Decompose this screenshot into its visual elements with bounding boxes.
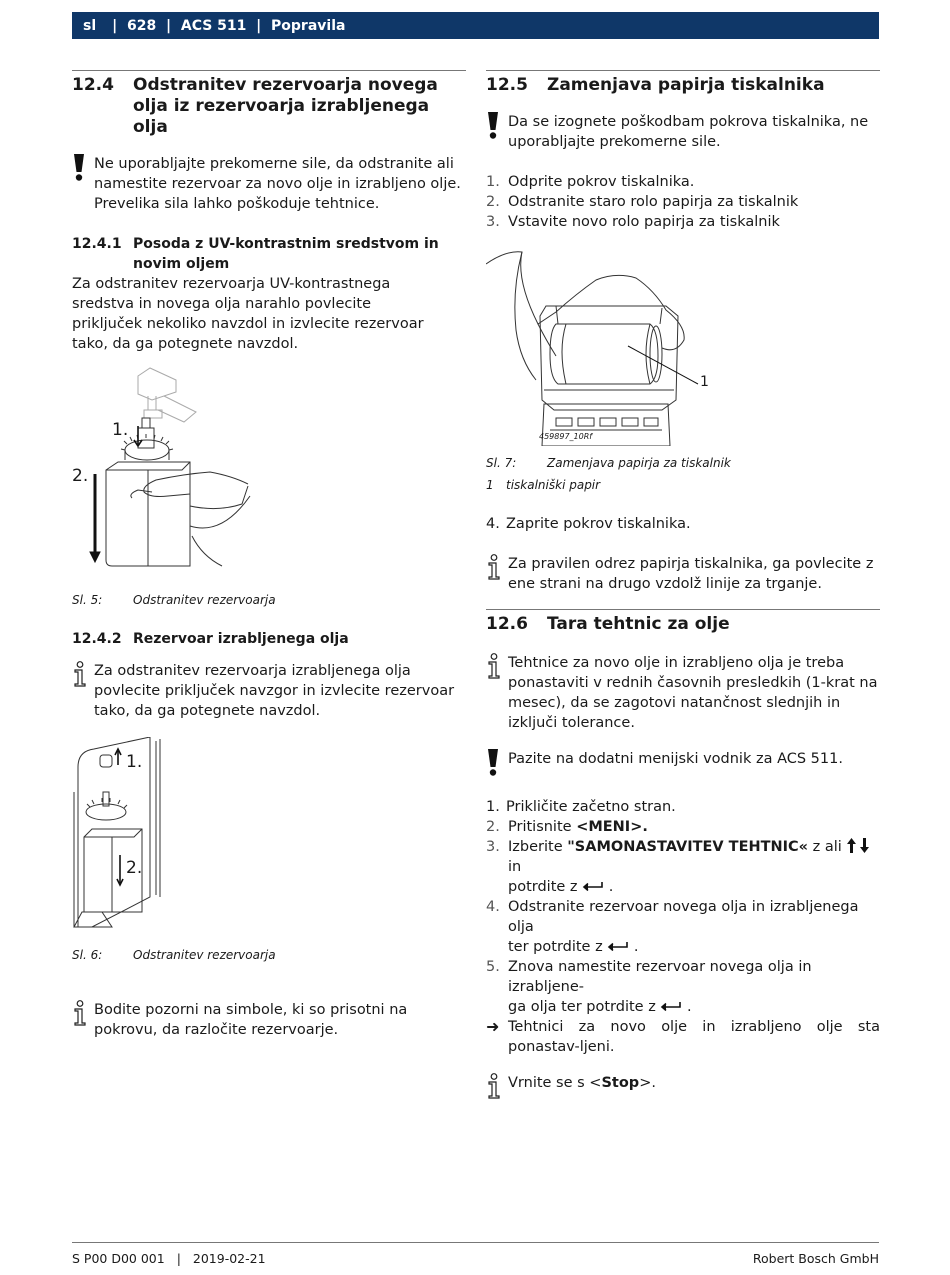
info-note: Vrnite se s <Stop>.	[486, 1073, 880, 1099]
list-item: 4. Odstranite rezervoar novega olja in izrabljenega olja ter potrdite z .	[486, 899, 859, 955]
figure-7-callout-1: 1	[700, 374, 709, 390]
enter-icon	[607, 941, 629, 951]
figure-5-step-1-label: 1.	[112, 420, 129, 440]
info-note: Bodite pozorni na simbole, ki so prisotni na pokrovu, da razločite rezervoarje.	[72, 1000, 466, 1040]
info-note: Za odstranitev rezervoarja izrabljenega olja povlecite priključek navzgor in izvlecite rezervoar tako, da ga potegnete navzdol.	[72, 661, 466, 721]
header-product: ACS 511	[180, 17, 247, 34]
info-note: Tehtnice za novo olje in izrabljeno olja je treba ponastaviti v rednih časovnih presledkih (1-krat na mesec), da se zagotovi natančnost slednjih in izključi tolerance.	[486, 653, 880, 733]
info-icon	[486, 1073, 508, 1099]
list-item: 2. Pritisnite <MENI>.	[486, 819, 648, 835]
enter-icon	[660, 1001, 682, 1011]
warning-note: Pazite na dodatni menijski vodnik za ACS 511.	[486, 749, 880, 777]
footer-date: 2019-02-21	[192, 1251, 266, 1266]
warning-icon	[72, 154, 94, 214]
footer-company: Robert Bosch GmbH	[752, 1251, 879, 1266]
warning-note: Ne uporabljajte prekomerne sile, da odstranite ali namestite rezervoar za novo olje in izrabljeno olje. Prevelika sila lahko poškoduje tehtnice.	[72, 154, 466, 214]
info-icon	[72, 1000, 94, 1040]
info-note: Za pravilen odrez papirja tiskalnika, ga povlecite z ene strani na drugo vzdolž linije za trganje.	[486, 554, 880, 594]
figure-6-step-2-label: 2.	[126, 858, 143, 878]
steps-12-5	[486, 172, 880, 232]
list-item: 3. Vstavite novo rolo papirja za tiskalnik	[486, 214, 780, 230]
result-item: ➜ Tehtnici za novo olje in izrabljeno olje sta ponastav-ljeni.	[486, 1017, 880, 1055]
list-item: 2. Odstranite staro rolo papirja za tiskalnik	[486, 194, 799, 210]
figure-6-step-1-label: 1.	[126, 752, 143, 772]
list-item: 3. Izberite "SAMONASTAVITEV TEHTNIC« z ali in potrdite z .	[486, 837, 880, 897]
page-header: sl | 628 | ACS 511 | Popravila	[72, 12, 879, 39]
right-column	[486, 70, 880, 1099]
info-icon	[72, 661, 94, 721]
section-12-4-1-heading: 12.4.1 Posoda z UV-kontrastnim sredstvom in novim oljem	[72, 236, 439, 272]
step-4	[486, 514, 880, 534]
section-12-5-heading: 12.5 Zamenjava papirja tiskalnika	[486, 75, 825, 95]
footer-doc-number: S P00 D00 001	[72, 1251, 165, 1266]
section-12-4-heading: 12.4 Odstranitev rezervoarja novega olja iz rezervoarja izrabljenega olja	[72, 75, 438, 137]
list-item: 4. Zaprite pokrov tiskalnika.	[486, 516, 691, 532]
figure-5-illustration	[72, 366, 466, 571]
figure-5-caption: Sl. 5: Odstranitev rezervoarja	[72, 593, 276, 607]
figure-6-caption: Sl. 6: Odstranitev rezervoarja	[72, 948, 276, 962]
section-12-6-heading: 12.6 Tara tehtnic za olje	[486, 614, 730, 634]
arrow-up-icon	[846, 837, 857, 854]
header-lang: sl	[83, 17, 97, 34]
list-item: 1. Odprite pokrov tiskalnika.	[486, 174, 695, 190]
figure-7-legend: 1 tiskalniški papir	[486, 478, 601, 492]
paragraph-12-4-1: Za odstranitev rezervoarja UV-kontrastnega sredstva in novega olja narahlo povlecite priključek nekoliko navzdol in izvlecite rezervoar tako, da ga potegnete navzdol.	[72, 276, 424, 352]
info-icon	[486, 653, 508, 733]
figure-5-step-2-label: 2.	[72, 466, 89, 486]
left-column	[72, 70, 466, 1040]
figure-6-illustration	[72, 737, 466, 932]
warning-icon	[486, 112, 508, 152]
page-footer: S P00 D00 001 | 2019-02-21 Robert Bosch GmbH	[72, 1242, 879, 1266]
figure-7-illustration	[486, 250, 880, 446]
arrow-down-icon	[859, 837, 870, 854]
header-page: 628	[127, 17, 157, 34]
steps-12-6	[486, 797, 880, 1057]
list-item: 1. Prikličite začetno stran.	[486, 799, 676, 815]
result-arrow-icon: ➜	[486, 1017, 500, 1036]
info-icon	[486, 554, 508, 594]
warning-note: Da se izognete poškodbam pokrova tiskalnika, ne uporabljajte prekomerne sile.	[486, 112, 880, 152]
figure-7-image-code: 459897_10Rf	[539, 432, 593, 441]
warning-icon	[486, 749, 508, 777]
header-section: Popravila	[271, 17, 346, 34]
list-item: 5. Znova namestite rezervoar novega olja in izrabljene- ga olja ter potrdite z .	[486, 959, 812, 1015]
figure-7-caption: Sl. 7: Zamenjava papirja za tiskalnik	[486, 456, 731, 470]
enter-icon	[582, 881, 604, 891]
section-12-4-2-heading: 12.4.2 Rezervoar izrabljenega olja	[72, 631, 349, 647]
